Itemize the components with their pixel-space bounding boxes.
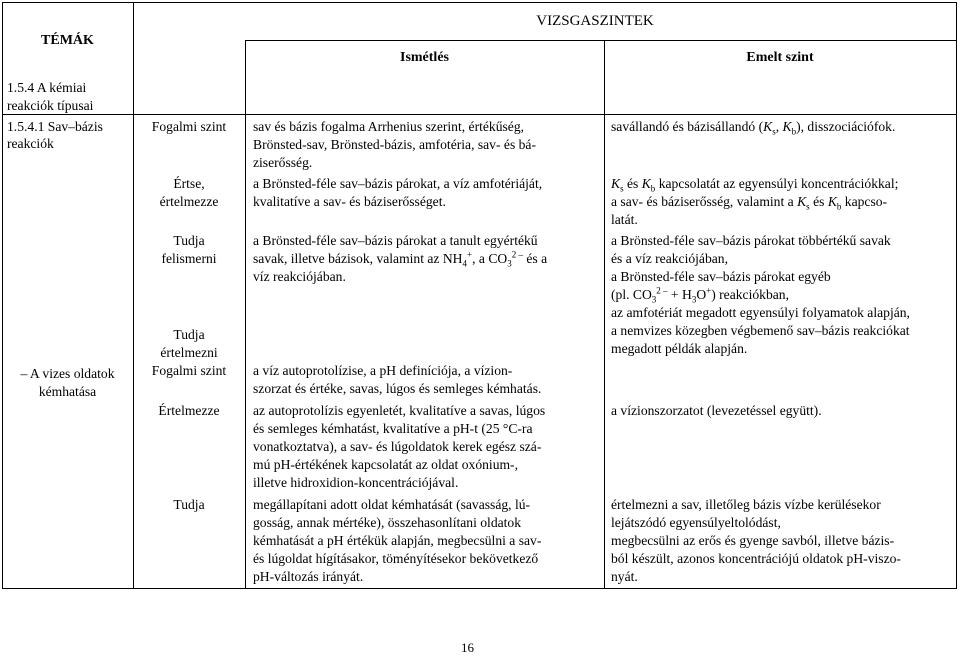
ismetles-line-formula <box>253 250 547 268</box>
header-divider-1 <box>245 40 956 41</box>
emelt-line: ból készült, azonos koncentrációjú oldatok pH-viszo- <box>611 551 901 566</box>
text: , <box>775 119 783 134</box>
text: kapcsolatát az egyensúlyi koncentrációkkal; <box>655 176 899 191</box>
table-border-left <box>2 2 3 588</box>
ismetles-line: a Brönsted-féle sav–bázis párokat a tanult egyértékű <box>253 233 538 248</box>
header-emelt-szint: Emelt szint <box>746 50 814 65</box>
ismetles-line: az autoprotolízis egyenletét, kvalitatíve a savas, lúgos <box>253 403 546 418</box>
level-label: felismerni <box>161 251 217 266</box>
superscript: + <box>706 285 712 296</box>
ismetles-line: kvalitatíve a sav- és báziserősséget. <box>253 194 446 209</box>
level-label: Tudja <box>173 327 205 342</box>
header-temak: TÉMÁK <box>41 33 94 48</box>
text: és a <box>522 251 548 266</box>
ismetles-line: és semleges kémhatást, kvalitatíve a pH-t (25 °C-ra <box>253 421 533 436</box>
ismetles-line: mú pH-értékének kapcsolatát az oldat oxónium-, <box>253 457 518 472</box>
subscript: b <box>650 183 656 194</box>
ismetles-line: pH-változás irányát. <box>253 569 364 584</box>
text: ) reakciókban, <box>711 287 789 302</box>
emelt-line: értelmezni a sav, illetőleg bázis vízbe kerülésekor <box>611 497 881 512</box>
header-vizsgaszintek: VIZSGASZINTEK <box>536 13 654 29</box>
table-border-top <box>2 2 957 3</box>
level-label: Fogalmi szint <box>151 119 227 134</box>
emelt-line: megbecsülni az erős és gyenge savból, illetve bázis- <box>611 533 895 548</box>
ismetles-line: gosság, annak mértéke), összehasonlítani oldatok <box>253 515 522 530</box>
ismetles-line: víz reakciójában. <box>253 269 346 284</box>
symbol-k: K <box>641 176 651 191</box>
ismetles-line: a víz autoprotolízise, a pH definíciója, a vízion- <box>253 363 513 378</box>
ismetles-line: megállapítani adott oldat kémhatását (savasság, lú- <box>253 497 531 512</box>
emelt-line: és a víz reakciójában, <box>611 251 728 266</box>
emelt-line <box>611 175 898 193</box>
subscript: b <box>791 126 797 137</box>
topic-line: 1.5.4 A kémiai <box>7 80 87 95</box>
header-ismetles: Ismétlés <box>400 50 449 65</box>
level-label: értelmezni <box>160 345 218 360</box>
header-divider-2 <box>2 114 957 115</box>
level-label: Fogalmi szint <box>151 363 227 378</box>
subscript: 3 <box>651 294 657 305</box>
level-label: értelmezze <box>159 194 219 209</box>
emelt-line-formula <box>611 286 789 304</box>
ismetles-line: a Brönsted-féle sav–bázis párokat, a víz amfotériáját, <box>253 176 543 191</box>
emelt-line <box>611 193 887 211</box>
text: a sav- és báziserősség, valamint a <box>611 194 798 209</box>
text: ), disszociációfok. <box>796 119 896 134</box>
symbol-k: K <box>611 176 621 191</box>
subscript: s <box>620 183 624 194</box>
text: O <box>696 287 707 302</box>
subscript: 4 <box>462 258 468 269</box>
text: , a CO <box>472 251 508 266</box>
emelt-line: a Brönsted-féle sav–bázis párokat egyéb <box>611 269 831 284</box>
topic-line: reakciók <box>7 136 54 151</box>
ismetles-line: ziserősség. <box>253 155 313 170</box>
emelt-line: a vízionszorzatot (levezetéssel együtt). <box>611 403 822 418</box>
symbol-k: K <box>782 119 792 134</box>
emelt-line: megadott példák alapján. <box>611 341 748 356</box>
table-border-bottom <box>2 588 957 589</box>
topic-line: 1.5.4.1 Sav–bázis <box>7 119 103 134</box>
ismetles-line: és lúgoldat hígításakor, töményítésekor bekövetkező <box>253 551 539 566</box>
table-border-right <box>956 2 957 588</box>
ismetles-line: illetve hidroxidion-koncentrációjával. <box>253 475 459 490</box>
ismetles-line: sav és bázis fogalma Arrhenius szerint, értékűség, <box>253 119 525 134</box>
level-label: Tudja <box>173 497 205 512</box>
subscript: s <box>806 201 810 212</box>
topic-line: – A vizes oldatok <box>20 366 115 381</box>
emelt-line: lejátszódó egyensúlyeltolódást, <box>611 515 781 530</box>
level-label: Tudja <box>173 233 205 248</box>
text: savállandó és bázisállandó ( <box>611 119 764 134</box>
ismetles-line: kémhatását a pH értékük alapján, megbecsülni a sav- <box>253 533 542 548</box>
text: és <box>623 176 642 191</box>
symbol-k: K <box>797 194 807 209</box>
ismetles-line: szorzat és értéke, savas, lúgos és semleges kémhatás. <box>253 381 542 396</box>
emelt-line: nyát. <box>611 569 638 584</box>
symbol-k: K <box>763 119 773 134</box>
subscript: 3 <box>691 294 697 305</box>
text: kapcso- <box>841 194 888 209</box>
emelt-line: a nemvizes közegben végbemenő sav–bázis reakciókat <box>611 323 910 338</box>
text: + H <box>667 287 692 302</box>
level-label: Értse, <box>173 176 205 191</box>
superscript: + <box>467 249 473 260</box>
emelt-line: latát. <box>611 212 638 227</box>
ismetles-line: vonatkoztatva), a sav- és lúgoldatok kerek egész szá- <box>253 439 542 454</box>
ismetles-line: Brönsted-sav, Brönsted-bázis, amfotéria, sav- és bá- <box>253 137 536 152</box>
topic-line: kémhatása <box>38 384 97 399</box>
text: (pl. CO <box>611 287 652 302</box>
subscript: b <box>836 201 842 212</box>
superscript: 2 – <box>511 249 523 260</box>
subscript: 3 <box>507 258 512 269</box>
col-divider-2 <box>245 40 246 588</box>
symbol-k: K <box>827 194 837 209</box>
col-divider-3 <box>604 40 605 588</box>
page-number: 16 <box>461 640 474 655</box>
text: savak, illetve bázisok, valamint az NH <box>253 251 463 266</box>
superscript: 2 – <box>656 285 668 296</box>
emelt-line <box>611 118 895 136</box>
emelt-line: az amfotériát megadott egyensúlyi folyamatok alapján, <box>611 305 910 320</box>
topic-line: reakciók típusai <box>7 98 94 113</box>
emelt-line: a Brönsted-féle sav–bázis párokat többértékű savak <box>611 233 891 248</box>
text: és <box>809 194 828 209</box>
subscript: s <box>772 126 776 137</box>
level-label: Értelmezze <box>158 403 220 418</box>
